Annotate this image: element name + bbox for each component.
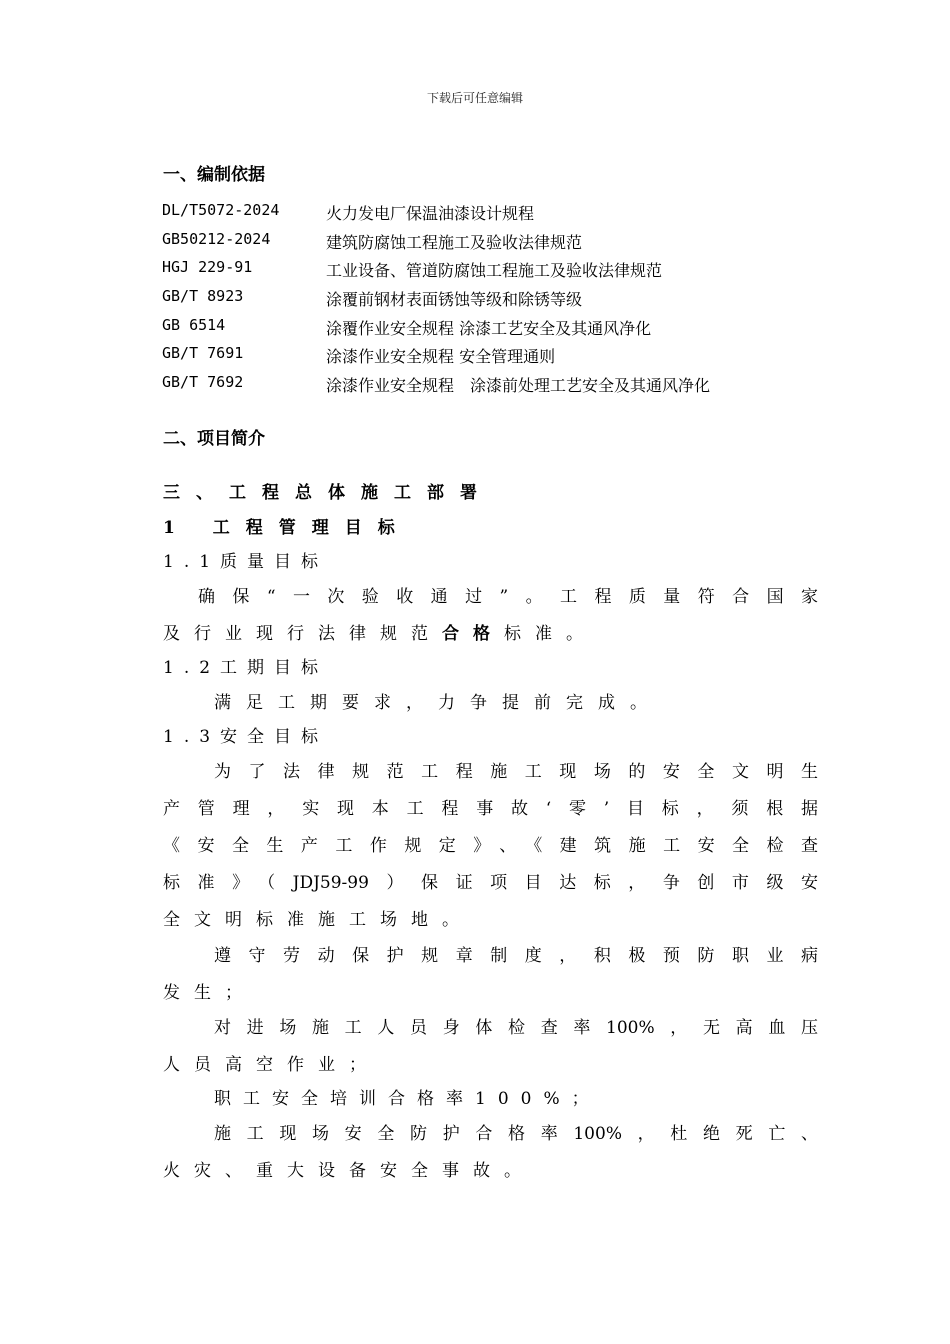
standard-row [162,201,822,223]
standard-code: GB/T 7691 [162,344,244,362]
standard-code: DL/T5072-2024 [162,201,280,219]
paragraph-line: 标准》（JDJ59-99）保证项目达标，争创市级安 [163,873,818,893]
standard-row [162,344,822,366]
sub-heading-quality: 1.1质量目标 [163,552,329,572]
section-heading-deployment: 三、工程总体施工部署 [163,483,493,503]
standard-title: 工业设备、管道防腐蚀工程施工及验收法律规范 [326,261,663,280]
paragraph-line: 施工现场安全防护合格率100%，杜绝死亡、 [214,1124,818,1144]
paragraph-line: 《安全生产工作规定》、《建筑施工安全检查 [163,836,818,856]
standard-code: GB50212-2024 [162,230,271,248]
paragraph-line [163,619,818,644]
paragraph-line: 职工安全培训合格率100%； [214,1089,601,1109]
paragraph-line: 全文明标准施工场地。 [163,910,473,930]
standard-code: GB/T 7692 [162,373,244,391]
sub-heading-management-goals: 1 工程管理目标 [163,518,411,538]
section-heading-basis: 一、编制依据 [163,165,265,185]
page-header: 下载后可任意编辑 [426,91,523,105]
standard-title: 涂漆作业安全规程 安全管理通则 [326,347,556,366]
standard-row [162,373,822,395]
standard-code: GB 6514 [162,316,226,334]
section-heading-intro: 二、项目简介 [163,429,265,449]
standard-row [162,287,822,309]
standard-title: 涂漆作业安全规程 涂漆前处理工艺安全及其通风净化 [326,376,711,395]
standard-row [162,230,822,252]
standard-row [162,316,822,338]
paragraph-line: 产管理，实现本工程事故‘零’目标，须根据 [163,799,818,819]
paragraph-line: 确保“一次验收通过”。工程质量符合国家 [198,587,818,607]
paragraph-line: 发生； [163,983,256,1003]
text-span: 及行业现行法律规范 [163,624,442,644]
paragraph-line: 满足工期要求，力争提前完成。 [214,693,662,713]
text-span: 标准。 [504,624,597,644]
standard-title: 涂覆作业安全规程 涂漆工艺安全及其通风净化 [326,319,652,338]
paragraph-line: 对进场施工人员身体检查率100%，无高血压 [214,1018,818,1038]
standard-code: GB/T 8923 [162,287,244,305]
standard-title: 建筑防腐蚀工程施工及验收法律规范 [326,233,583,252]
sub-heading-safety: 1.3安全目标 [163,727,329,747]
sub-heading-schedule: 1.2工期目标 [163,658,329,678]
emphasis-text: 合格 [442,624,504,644]
standard-code: HGJ 229-91 [162,258,253,276]
standard-title: 火力发电厂保温油漆设计规程 [326,204,535,223]
standard-row [162,258,822,280]
paragraph-line: 人员高空作业； [163,1055,380,1075]
paragraph-line: 遵守劳动保护规章制度，积极预防职业病 [214,946,818,966]
paragraph-line: 为了法律规范工程施工现场的安全文明生 [214,762,818,782]
paragraph-line: 火灾、重大设备安全事故。 [163,1161,535,1181]
standard-title: 涂覆前钢材表面锈蚀等级和除锈等级 [326,290,583,309]
